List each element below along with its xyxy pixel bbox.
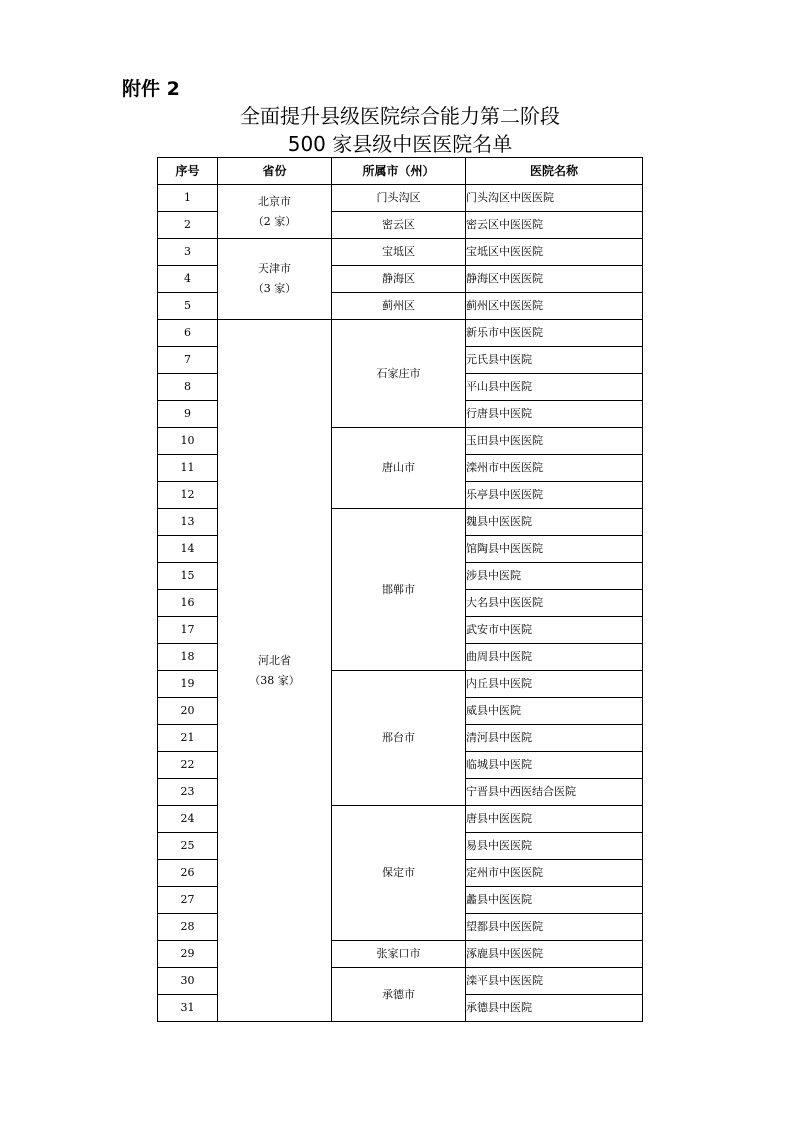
city-cell: 保定市 xyxy=(332,806,466,941)
column-header-province: 省份 xyxy=(218,158,332,185)
city-cell: 承德市 xyxy=(332,968,466,1022)
hospital-name: 密云区中医医院 xyxy=(466,212,643,239)
row-number: 5 xyxy=(158,293,218,320)
attachment-label: 附件 2 xyxy=(122,78,180,100)
city-cell: 门头沟区 xyxy=(332,185,466,212)
table-header-row xyxy=(158,158,643,185)
city-cell: 静海区 xyxy=(332,266,466,293)
city-cell: 张家口市 xyxy=(332,941,466,968)
row-number: 7 xyxy=(158,347,218,374)
hospital-list-table xyxy=(157,157,643,1022)
hospital-name: 滦州市中医医院 xyxy=(466,455,643,482)
row-number: 11 xyxy=(158,455,218,482)
row-number: 27 xyxy=(158,887,218,914)
row-number: 12 xyxy=(158,482,218,509)
table-row xyxy=(158,239,643,266)
row-number: 23 xyxy=(158,779,218,806)
province-count: （3 家） xyxy=(252,282,297,295)
row-number: 30 xyxy=(158,968,218,995)
row-number: 19 xyxy=(158,671,218,698)
hospital-name: 内丘县中医院 xyxy=(466,671,643,698)
column-header-city: 所属市（州） xyxy=(332,158,466,185)
row-number: 20 xyxy=(158,698,218,725)
hospital-name: 静海区中医医院 xyxy=(466,266,643,293)
row-number: 17 xyxy=(158,617,218,644)
hospital-name: 宁晋县中西医结合医院 xyxy=(466,779,643,806)
row-number: 9 xyxy=(158,401,218,428)
city-cell: 密云区 xyxy=(332,212,466,239)
row-number: 4 xyxy=(158,266,218,293)
hospital-name: 临城县中医院 xyxy=(466,752,643,779)
hospital-name: 武安市中医院 xyxy=(466,617,643,644)
province-count: （2 家） xyxy=(252,214,297,228)
hospital-name: 乐亭县中医医院 xyxy=(466,482,643,509)
hospital-name: 涉县中医院 xyxy=(466,563,643,590)
document-title-line2: 500 家县级中医医院名单 xyxy=(287,132,513,156)
row-number: 8 xyxy=(158,374,218,401)
hospital-name: 玉田县中医医院 xyxy=(466,428,643,455)
province-count: （38 家） xyxy=(249,673,300,687)
city-cell: 石家庄市 xyxy=(332,320,466,428)
city-cell: 宝坻区 xyxy=(332,239,466,266)
row-number: 14 xyxy=(158,536,218,563)
row-number: 21 xyxy=(158,725,218,752)
row-number: 25 xyxy=(158,833,218,860)
row-number: 10 xyxy=(158,428,218,455)
column-header-number: 序号 xyxy=(158,158,218,185)
hospital-name: 定州市中医医院 xyxy=(466,860,643,887)
row-number: 26 xyxy=(158,860,218,887)
hospital-name: 滦平县中医医院 xyxy=(466,968,643,995)
row-number: 3 xyxy=(158,239,218,266)
province-name: 北京市 xyxy=(258,194,291,208)
row-number: 16 xyxy=(158,590,218,617)
row-number: 18 xyxy=(158,644,218,671)
hospital-name: 曲周县中医院 xyxy=(466,644,643,671)
hospital-name: 大名县中医医院 xyxy=(466,590,643,617)
province-name: 河北省 xyxy=(258,653,291,667)
hospital-name: 清河县中医院 xyxy=(466,725,643,752)
column-header-hospital: 医院名称 xyxy=(466,158,643,185)
row-number: 1 xyxy=(158,185,218,212)
row-number: 22 xyxy=(158,752,218,779)
city-cell: 邯郸市 xyxy=(332,509,466,671)
hospital-name: 门头沟区中医医院 xyxy=(466,185,643,212)
hospital-name: 威县中医院 xyxy=(466,698,643,725)
hospital-name: 承德县中医院 xyxy=(466,995,643,1022)
document-title-line1: 全面提升县级医院综合能力第二阶段 xyxy=(240,104,560,128)
province-name: 天津市 xyxy=(258,262,291,275)
hospital-name: 馆陶县中医医院 xyxy=(466,536,643,563)
hospital-name: 行唐县中医院 xyxy=(466,401,643,428)
row-number: 28 xyxy=(158,914,218,941)
hospital-name: 涿鹿县中医医院 xyxy=(466,941,643,968)
city-cell: 蓟州区 xyxy=(332,293,466,320)
row-number: 24 xyxy=(158,806,218,833)
row-number: 13 xyxy=(158,509,218,536)
hospital-name: 元氏县中医院 xyxy=(466,347,643,374)
hospital-name: 望都县中医医院 xyxy=(466,914,643,941)
row-number: 29 xyxy=(158,941,218,968)
hospital-name: 唐县中医医院 xyxy=(466,806,643,833)
hospital-name: 蠡县中医医院 xyxy=(466,887,643,914)
row-number: 31 xyxy=(158,995,218,1022)
province-cell xyxy=(218,320,332,1022)
hospital-name: 易县中医医院 xyxy=(466,833,643,860)
row-number: 2 xyxy=(158,212,218,239)
hospital-name: 蓟州区中医医院 xyxy=(466,293,643,320)
table-row xyxy=(158,320,643,347)
city-cell: 邢台市 xyxy=(332,671,466,806)
hospital-name: 魏县中医医院 xyxy=(466,509,643,536)
row-number: 15 xyxy=(158,563,218,590)
row-number: 6 xyxy=(158,320,218,347)
hospital-name: 新乐市中医医院 xyxy=(466,320,643,347)
province-cell xyxy=(218,185,332,239)
province-cell xyxy=(218,239,332,320)
hospital-name: 平山县中医院 xyxy=(466,374,643,401)
city-cell: 唐山市 xyxy=(332,428,466,509)
table-row xyxy=(158,185,643,212)
hospital-name: 宝坻区中医医院 xyxy=(466,239,643,266)
